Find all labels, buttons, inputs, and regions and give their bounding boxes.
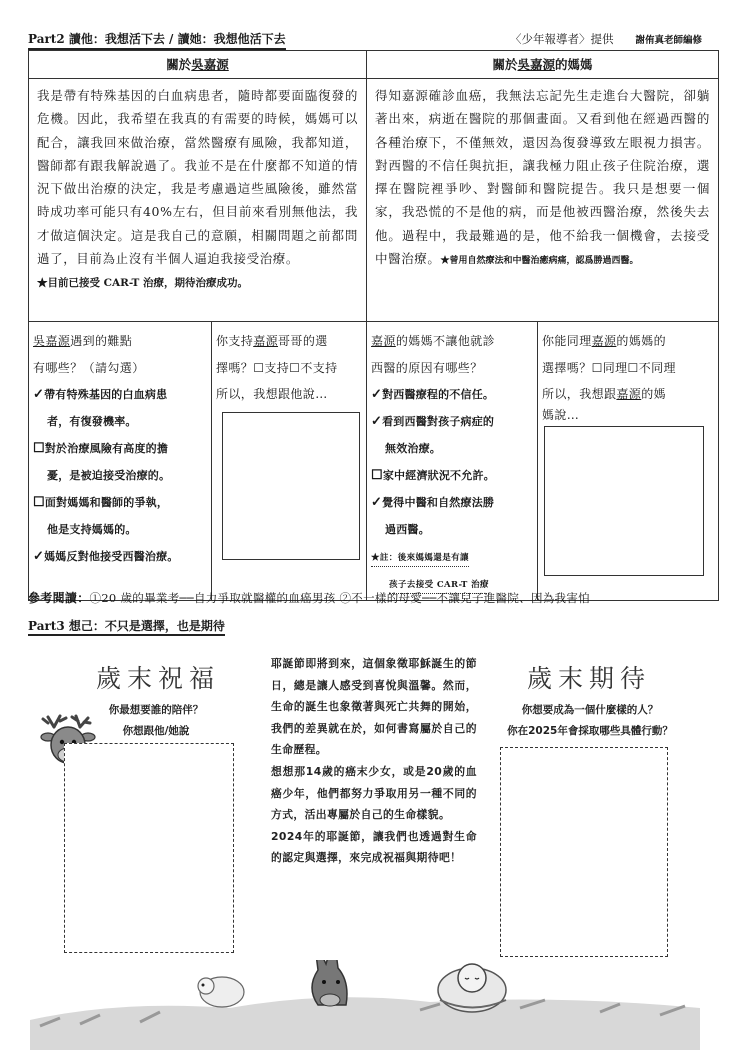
mother-statement bbox=[367, 79, 719, 322]
q2-text-b: 哥哥的選 bbox=[278, 334, 328, 348]
question-support-son bbox=[212, 322, 367, 601]
footnote-line2: 孩子去接受 CAR-T 治療 bbox=[389, 577, 489, 594]
q2-prompt: 所以，我想跟他說… bbox=[216, 387, 328, 401]
q1-title: 遇到的難點 bbox=[70, 334, 133, 348]
question-empathize-mother bbox=[538, 322, 719, 601]
q3-option[interactable] bbox=[371, 462, 533, 489]
intro-p2: 想想那14歲的癌末少女，或是20歲的血癌少年，他們都努力爭取用另一種不同的方式，活出專屬於自己的生命樣貌。 bbox=[271, 764, 477, 822]
refs-label: 參考閱讀： bbox=[28, 591, 90, 605]
right-heading bbox=[367, 51, 719, 79]
checkbox-empty[interactable]: ☐ bbox=[371, 468, 383, 483]
q4-choice[interactable]: 選擇嗎？☐同理☐不同理 bbox=[542, 360, 676, 375]
q1-option[interactable] bbox=[33, 435, 207, 489]
checkbox-empty[interactable]: ☐ bbox=[33, 441, 45, 456]
mother-statement-text: 得知嘉源確診血癌，我無法忘記先生走進台大醫院，卻躺著出來，病逝在醫院的那個畫面。又看到他在經過西醫的各種治療下，不僅無效，還因為復發導致左眼視力損害。對西醫的不信任與抗拒，讓我極力阻止孩子住院治療，選擇在醫院裡爭吵、對醫師和醫院提告。我只是想要一個家，我恐慌的不是他的病，而是他被西醫治療，然後失去他。過程中，我最難過的是，他不給我一個機會，去接受中醫治療。 bbox=[375, 88, 711, 267]
blessing-write-box[interactable] bbox=[64, 743, 234, 953]
option-text-cont: 他是支持媽媽的。 bbox=[47, 523, 137, 536]
mother-answer-box[interactable] bbox=[544, 426, 704, 576]
comparison-table bbox=[28, 50, 719, 601]
left-heading-name: 吳嘉源 bbox=[191, 57, 229, 72]
blessing-question2: 你想跟他/她說 bbox=[122, 725, 190, 737]
sheep-icon bbox=[198, 977, 244, 1007]
blessing-title: 歲末祝福 bbox=[95, 664, 220, 693]
baby-jesus-icon bbox=[438, 964, 506, 1012]
intro-paragraph bbox=[271, 653, 477, 869]
expectation-question1: 你想要成為一個什麼樣的人？ bbox=[521, 704, 659, 716]
expectation-question2: 你在2025年會採取哪些具體行動？ bbox=[507, 725, 673, 737]
option-text: 看到西醫對孩子病症的 bbox=[382, 415, 495, 428]
option-text: 面對媽媽和醫師的爭執， bbox=[44, 496, 169, 509]
part3-title: Part3 想己：不只是選擇，也是期待 bbox=[28, 617, 225, 636]
q4-prompt-line2: 媽說… bbox=[542, 407, 580, 422]
intro-p3: 2024年的耶誕節，讓我們也透過對生命的認定與選擇，來完成祝福與期待吧！ bbox=[271, 829, 477, 865]
right-heading-prefix: 關於 bbox=[492, 57, 518, 72]
nativity-illustration bbox=[0, 960, 740, 1050]
reference-reading bbox=[28, 589, 718, 606]
q3-title-line2: 西醫的原因有哪些？ bbox=[371, 360, 483, 375]
son-statement-text: 我是帶有特殊基因的白血病患者，隨時都要面臨復發的危機。因此，我希望在我真的有需要的時候，媽媽可以配合，讓我回來做治療，當然醫療有風險，我都知道，醫師都有跟我解說過了。我並不是在什麼都不知道的情況下做出治療的決定，我是考慮過這些風險後，雖然當時成功率可能只有40%左右，但目前來看別無他法，我才做這個決定。這是我自己的意願，相關問題之前都問過了，目前為止沒有半個人逼迫我接受治療。 bbox=[37, 88, 358, 267]
q3-option[interactable] bbox=[371, 489, 533, 543]
page-header bbox=[28, 28, 718, 48]
q1-option[interactable] bbox=[33, 381, 207, 435]
left-heading-prefix: 關於 bbox=[166, 57, 192, 72]
right-heading-name: 吳嘉源 bbox=[517, 57, 556, 72]
q3-name: 嘉源 bbox=[371, 334, 396, 348]
q4-name: 嘉源 bbox=[591, 334, 617, 348]
checkbox-empty[interactable]: ☐ bbox=[33, 495, 45, 510]
option-text: 媽媽反對他接受西醫治療。 bbox=[44, 550, 179, 563]
q4-prompt: 所以，我想跟 bbox=[542, 387, 617, 401]
part2-title: Part2 讀他：我想活下去 / 讀她：我想他活下去 bbox=[28, 30, 286, 50]
option-text-cont: 者，有復發機率。 bbox=[47, 415, 137, 428]
checkbox-checked[interactable]: ✓ bbox=[33, 387, 45, 402]
intro-p1: 耶誕節即將到來，這個象徵耶穌誕生的節日，總是讓人感受到喜悅與溫馨。然而，生命的誕生也象徵著與死亡共舞的開始，我們的差異就在於，如何書寫屬於自己的生命歷程。 bbox=[271, 657, 477, 757]
q2-name: 嘉源 bbox=[253, 334, 279, 348]
q4-text: 你能同理 bbox=[542, 334, 592, 348]
q2-text: 你支持 bbox=[216, 334, 254, 348]
q3-title: 的媽媽不讓他就診 bbox=[395, 334, 496, 348]
refs-text[interactable]: ①20 歲的畢業考──自力爭取就醫權的血癌男孩 ②不一樣的母愛──不讓兒子進醫院、因為我害怕 bbox=[89, 591, 590, 605]
q1-name: 吳嘉源 bbox=[33, 334, 71, 348]
mother-note: ★曾用自然療法和中醫治癒病痛，認爲勝過西醫。 bbox=[440, 256, 639, 267]
checkbox-checked[interactable]: ✓ bbox=[371, 387, 383, 402]
son-note: ★目前已接受 CAR-T 治療，期待治療成功。 bbox=[37, 277, 248, 290]
son-answer-box[interactable] bbox=[222, 412, 360, 560]
option-text: 對西醫療程的不信任。 bbox=[382, 388, 495, 401]
expectation-write-box[interactable] bbox=[500, 747, 668, 957]
right-heading-suffix: 的媽媽 bbox=[555, 57, 593, 72]
source-credit: 〈少年報導者〉提供 bbox=[510, 32, 614, 46]
left-heading bbox=[29, 51, 367, 79]
question-mother-reasons bbox=[367, 322, 538, 601]
checkbox-checked[interactable]: ✓ bbox=[371, 495, 383, 510]
q1-option[interactable] bbox=[33, 543, 207, 570]
q3-option[interactable] bbox=[371, 381, 533, 408]
option-text: 對於治療風險有高度的擔 bbox=[44, 442, 169, 455]
donkey-icon bbox=[312, 960, 347, 1006]
blessing-question1: 你最想要誰的陪伴？ bbox=[108, 704, 204, 716]
option-text-cont: 無效治療。 bbox=[385, 442, 441, 455]
q4-prompt-name: 嘉源 bbox=[616, 387, 642, 401]
question-son-difficulties bbox=[29, 322, 212, 601]
checkbox-checked[interactable]: ✓ bbox=[371, 414, 383, 429]
q4-text-b: 的媽媽的 bbox=[616, 334, 667, 348]
expectation-title: 歲末期待 bbox=[526, 664, 651, 693]
q2-choice[interactable]: 擇嗎？☐支持☐不支持 bbox=[216, 360, 338, 375]
option-text: 覺得中醫和自然療法勝 bbox=[382, 496, 495, 509]
footnote-line1: ★註：後來媽媽還是有讓 bbox=[371, 550, 469, 567]
son-statement bbox=[29, 79, 367, 322]
q3-option[interactable] bbox=[371, 408, 533, 462]
q4-prompt-b: 的媽 bbox=[641, 387, 667, 401]
option-text-cont: 憂，是被迫接受治療的。 bbox=[47, 469, 171, 482]
q1-title-line2: 有哪些？（請勾選） bbox=[33, 360, 145, 375]
q1-option[interactable] bbox=[33, 489, 207, 543]
option-text-cont: 過西醫。 bbox=[385, 523, 430, 536]
option-text: 帶有特殊基因的白血病患 bbox=[44, 388, 168, 401]
editor-credit: 謝侑真老師編修 bbox=[635, 35, 702, 46]
option-text: 家中經濟狀況不允許。 bbox=[382, 469, 495, 482]
checkbox-checked[interactable]: ✓ bbox=[33, 549, 45, 564]
